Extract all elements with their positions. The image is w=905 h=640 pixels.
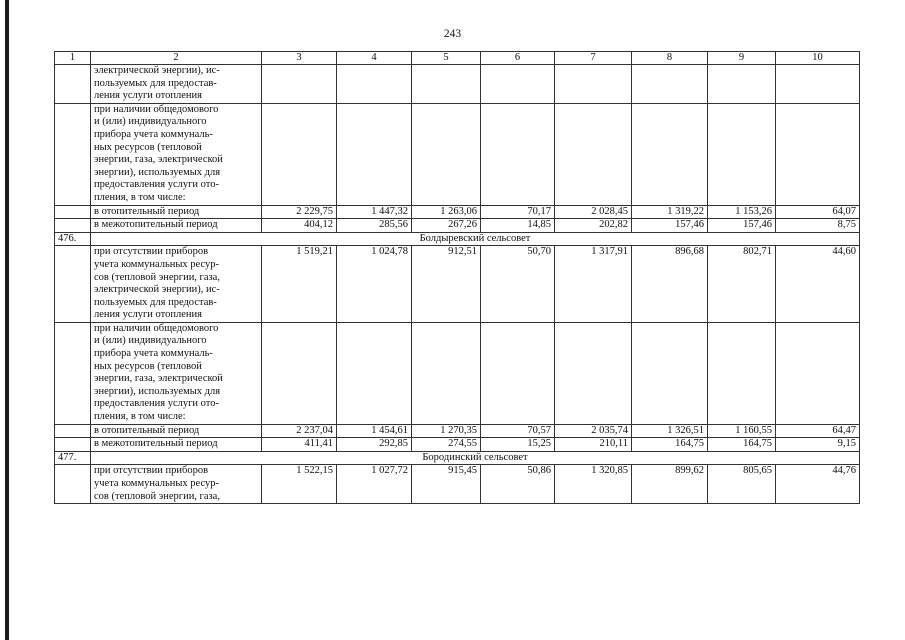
- value-cell: [708, 103, 776, 205]
- value-cell: 210,11: [555, 438, 632, 452]
- value-cell: 1 263,06: [412, 205, 481, 219]
- value-cell: 899,62: [632, 465, 708, 504]
- value-cell: 64,07: [776, 205, 860, 219]
- table-row: [55, 205, 860, 219]
- value-cell: [776, 322, 860, 424]
- table-body: [55, 65, 860, 504]
- value-cell: [776, 103, 860, 205]
- header-cell: 10: [776, 52, 860, 65]
- value-cell: 2 028,45: [555, 205, 632, 219]
- value-cell: 14,85: [481, 219, 555, 233]
- row-number-cell: [55, 438, 91, 452]
- value-cell: [412, 103, 481, 205]
- value-cell: 267,26: [412, 219, 481, 233]
- value-cell: 1 024,78: [337, 246, 412, 323]
- description-cell: при отсутствии приборов учета коммунальных ресур- сов (тепловой энергии, газа, электрической энергии), ис- пользуемых для предостав- ления услуги отопления: [91, 246, 262, 323]
- value-cell: [337, 65, 412, 104]
- value-cell: 411,41: [262, 438, 337, 452]
- row-number-cell: 476.: [55, 232, 91, 246]
- row-number-cell: [55, 103, 91, 205]
- tariff-table: [54, 51, 860, 504]
- table-row: [55, 65, 860, 104]
- value-cell: [555, 322, 632, 424]
- header-cell: 2: [91, 52, 262, 65]
- value-cell: 70,17: [481, 205, 555, 219]
- description-cell: при отсутствии приборов учета коммунальных ресур- сов (тепловой энергии, газа,: [91, 465, 262, 504]
- value-cell: 44,60: [776, 246, 860, 323]
- page-edge-bar: [5, 0, 9, 640]
- section-row: [55, 232, 860, 246]
- value-cell: 1 326,51: [632, 424, 708, 438]
- value-cell: [555, 103, 632, 205]
- description-cell: в межотопительный период: [91, 219, 262, 233]
- value-cell: [481, 65, 555, 104]
- value-cell: 2 237,04: [262, 424, 337, 438]
- value-cell: 1 454,61: [337, 424, 412, 438]
- value-cell: [632, 103, 708, 205]
- value-cell: 2 035,74: [555, 424, 632, 438]
- header-cell: 3: [262, 52, 337, 65]
- value-cell: 805,65: [708, 465, 776, 504]
- value-cell: [708, 322, 776, 424]
- value-cell: 285,56: [337, 219, 412, 233]
- header-cell: 9: [708, 52, 776, 65]
- value-cell: 1 447,32: [337, 205, 412, 219]
- value-cell: 1 319,22: [632, 205, 708, 219]
- header-cell: 8: [632, 52, 708, 65]
- value-cell: 802,71: [708, 246, 776, 323]
- value-cell: 157,46: [708, 219, 776, 233]
- row-number-cell: 477.: [55, 451, 91, 465]
- value-cell: 1 270,35: [412, 424, 481, 438]
- row-number-cell: [55, 322, 91, 424]
- row-number-cell: [55, 246, 91, 323]
- description-cell: в межотопительный период: [91, 438, 262, 452]
- value-cell: 1 320,85: [555, 465, 632, 504]
- table-row: [55, 246, 860, 323]
- value-cell: [337, 103, 412, 205]
- row-number-cell: [55, 205, 91, 219]
- description-cell: электрической энергии), ис- пользуемых для предостав- ления услуги отопления: [91, 65, 262, 104]
- value-cell: 164,75: [632, 438, 708, 452]
- page-number: 243: [443, 28, 462, 40]
- value-cell: [337, 322, 412, 424]
- header-row: [55, 52, 860, 65]
- section-title-cell: Бородинский сельсовет: [91, 451, 860, 465]
- description-cell: при наличии общедомового и (или) индивидуального прибора учета коммуналь- ных ресурсов (тепловой энергии, газа, электрической энергии), используемых для предоставления услуги ото- пления, в том числе:: [91, 103, 262, 205]
- value-cell: 404,12: [262, 219, 337, 233]
- value-cell: [481, 103, 555, 205]
- table-row: [55, 424, 860, 438]
- description-cell: в отопительный период: [91, 205, 262, 219]
- table-row: [55, 219, 860, 233]
- table-row: [55, 438, 860, 452]
- header-cell: 5: [412, 52, 481, 65]
- value-cell: 157,46: [632, 219, 708, 233]
- header-cell: 7: [555, 52, 632, 65]
- value-cell: [708, 65, 776, 104]
- description-cell: в отопительный период: [91, 424, 262, 438]
- value-cell: 70,57: [481, 424, 555, 438]
- value-cell: [632, 65, 708, 104]
- value-cell: 44,76: [776, 465, 860, 504]
- value-cell: 1 153,26: [708, 205, 776, 219]
- value-cell: 896,68: [632, 246, 708, 323]
- header-cell: 1: [55, 52, 91, 65]
- value-cell: [555, 65, 632, 104]
- value-cell: 202,82: [555, 219, 632, 233]
- value-cell: 274,55: [412, 438, 481, 452]
- value-cell: [262, 322, 337, 424]
- value-cell: [776, 65, 860, 104]
- description-cell: при наличии общедомового и (или) индивидуального прибора учета коммуналь- ных ресурсов (тепловой энергии, газа, электрической энергии), используемых для предоставления услуги ото- пления, в том числе:: [91, 322, 262, 424]
- value-cell: 1 160,55: [708, 424, 776, 438]
- value-cell: [481, 322, 555, 424]
- header-cell: 6: [481, 52, 555, 65]
- value-cell: 50,70: [481, 246, 555, 323]
- value-cell: 1 317,91: [555, 246, 632, 323]
- value-cell: 912,51: [412, 246, 481, 323]
- value-cell: [412, 322, 481, 424]
- value-cell: 1 027,72: [337, 465, 412, 504]
- value-cell: 915,45: [412, 465, 481, 504]
- value-cell: 292,85: [337, 438, 412, 452]
- value-cell: 64,47: [776, 424, 860, 438]
- row-number-cell: [55, 65, 91, 104]
- value-cell: 164,75: [708, 438, 776, 452]
- section-title-cell: Болдыревский сельсовет: [91, 232, 860, 246]
- value-cell: 50,86: [481, 465, 555, 504]
- value-cell: 15,25: [481, 438, 555, 452]
- value-cell: 9,15: [776, 438, 860, 452]
- table-row: [55, 322, 860, 424]
- row-number-cell: [55, 465, 91, 504]
- table-row: [55, 465, 860, 504]
- section-row: [55, 451, 860, 465]
- value-cell: [632, 322, 708, 424]
- value-cell: 8,75: [776, 219, 860, 233]
- value-cell: 2 229,75: [262, 205, 337, 219]
- value-cell: 1 522,15: [262, 465, 337, 504]
- header-cell: 4: [337, 52, 412, 65]
- value-cell: 1 519,21: [262, 246, 337, 323]
- value-cell: [262, 65, 337, 104]
- table-row: [55, 103, 860, 205]
- row-number-cell: [55, 424, 91, 438]
- value-cell: [412, 65, 481, 104]
- value-cell: [262, 103, 337, 205]
- row-number-cell: [55, 219, 91, 233]
